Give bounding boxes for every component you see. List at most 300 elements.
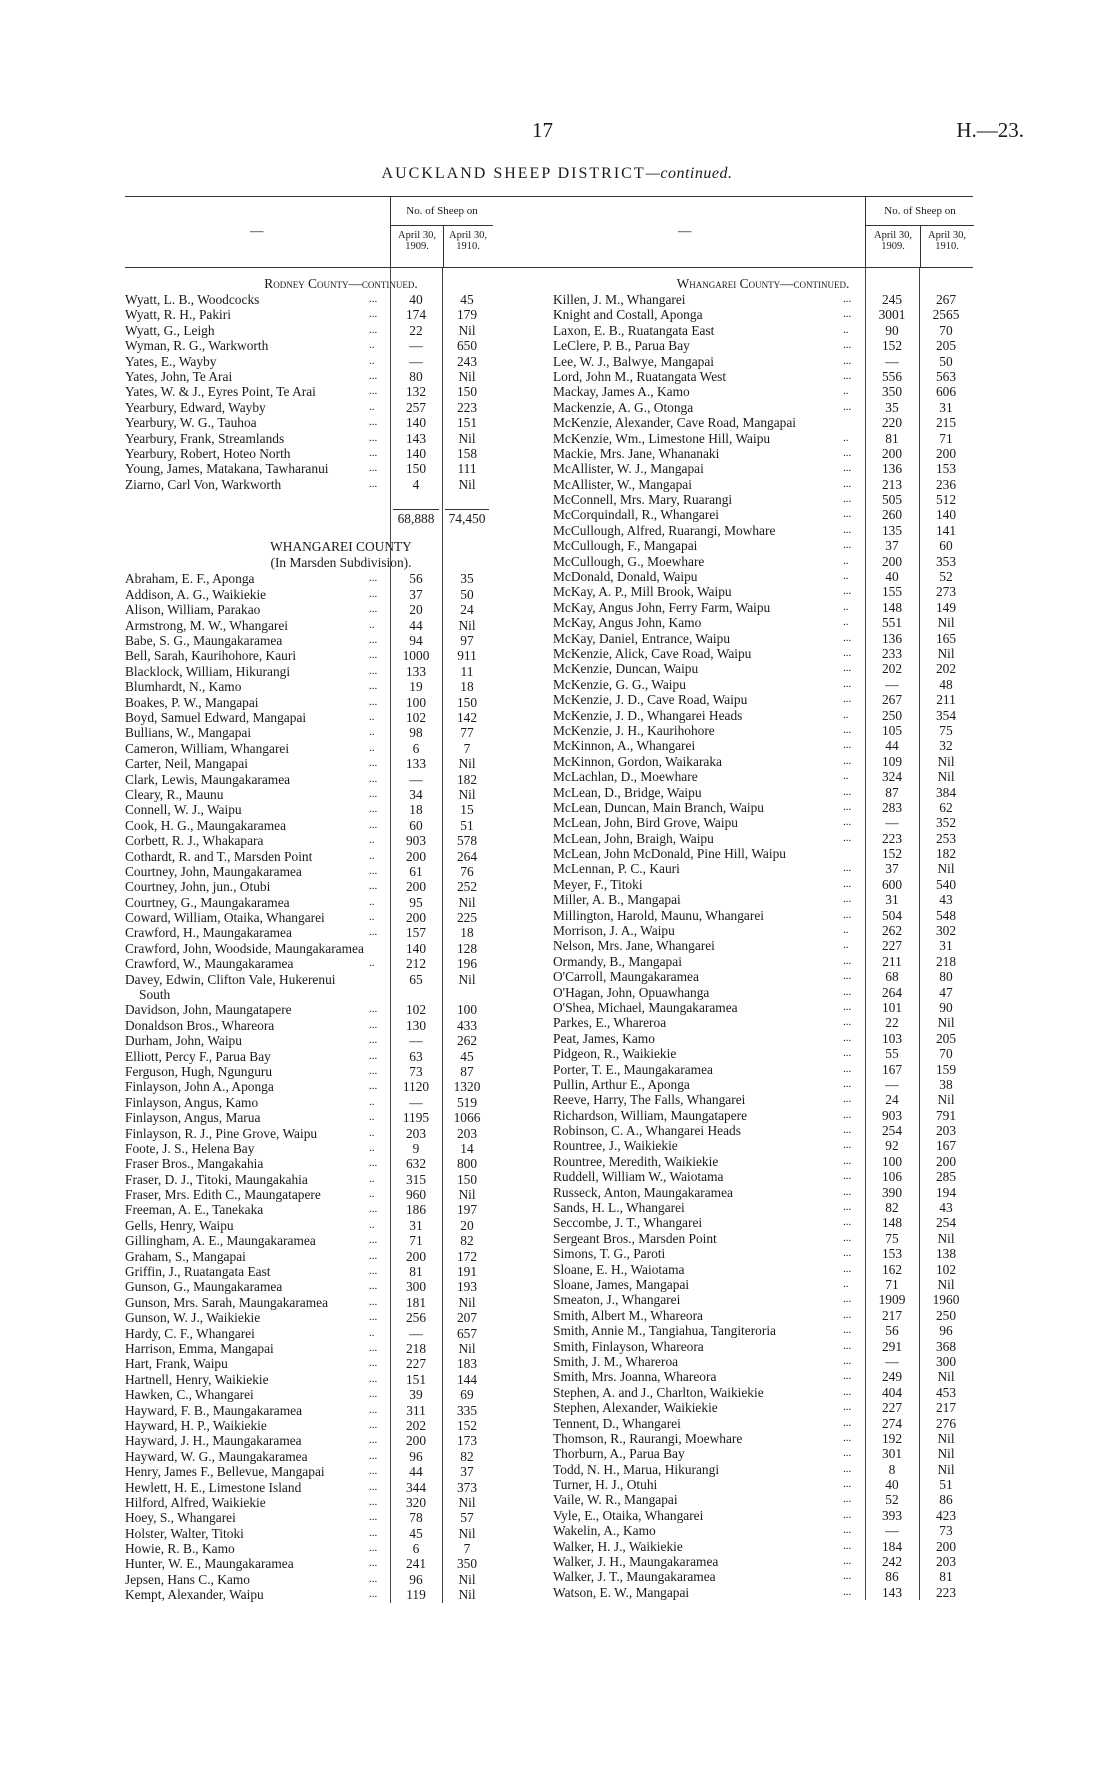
owner-name: McKenzie, J. D., Cave Road, Waipu bbox=[553, 692, 748, 708]
leader-dots: ... bbox=[369, 1265, 378, 1278]
sheep-count-1910: 606 bbox=[935, 384, 957, 400]
sheep-count-1909: 167 bbox=[881, 1061, 903, 1077]
leader-dots: ... bbox=[369, 1403, 378, 1416]
leader-dots: ... bbox=[843, 800, 852, 813]
sheep-count-1909: 61 bbox=[409, 863, 423, 879]
leader-dots: ... bbox=[843, 1493, 852, 1506]
owner-name: Porter, T. E., Maungakaramea bbox=[553, 1061, 713, 1077]
owner-name: McKenzie, J. H., Kaurihohore bbox=[553, 722, 715, 738]
sheep-count-1909: 211 bbox=[882, 953, 902, 969]
sheep-count-1909: 100 bbox=[881, 1153, 903, 1169]
owner-name: Cook, H. G., Maungakaramea bbox=[125, 817, 287, 833]
sheep-count-1910: Nil bbox=[937, 1015, 955, 1031]
sheep-count-1910: 433 bbox=[456, 1017, 478, 1033]
table-row bbox=[125, 323, 557, 338]
table-row bbox=[553, 1169, 973, 1184]
sheep-count-1909: 65 bbox=[409, 971, 423, 987]
sheep-count-1910: 200 bbox=[935, 1538, 957, 1554]
table-row bbox=[553, 631, 973, 646]
owner-name: Gunson, Mrs. Sarah, Maungakaramea bbox=[125, 1294, 329, 1310]
sheep-count-1909: 181 bbox=[405, 1294, 427, 1310]
leader-dots: ... bbox=[369, 1357, 378, 1370]
sheep-count-1910: 217 bbox=[935, 1400, 957, 1416]
table-row bbox=[553, 1308, 973, 1323]
owner-name: Hayward, H. P., Waikiekie bbox=[125, 1417, 267, 1433]
leader-dots: ... bbox=[843, 662, 852, 675]
leader-dots: ... bbox=[843, 723, 852, 736]
table-row bbox=[553, 954, 973, 969]
table-row bbox=[553, 923, 973, 938]
owner-name: McKinnon, Gordon, Waikaraka bbox=[553, 753, 722, 769]
owner-name: Miller, A. B., Mangapai bbox=[553, 892, 681, 908]
sheep-count-1909: 213 bbox=[881, 476, 903, 492]
leader-dots: ... bbox=[369, 1080, 378, 1093]
leader-dots: ... bbox=[369, 772, 378, 785]
sheep-count-1909: 233 bbox=[881, 645, 903, 661]
sheep-count-1909: 80 bbox=[409, 368, 423, 384]
leader-dots: .. bbox=[369, 911, 375, 924]
owner-name: Rountree, Meredith, Waikiekie bbox=[553, 1153, 719, 1169]
sheep-count-1909: 249 bbox=[881, 1369, 903, 1385]
leader-dots: ... bbox=[843, 523, 852, 536]
owner-name: McKenzie, Alick, Cave Road, Waipu bbox=[553, 645, 752, 661]
sheep-count-1910: 150 bbox=[456, 384, 478, 400]
owner-name: Alison, William, Parakao bbox=[125, 602, 261, 618]
leader-dots: ... bbox=[843, 693, 852, 706]
table-row bbox=[553, 1277, 973, 1292]
sheep-count-1910: 140 bbox=[935, 507, 957, 523]
leader-dots: ... bbox=[369, 572, 378, 585]
owner-name: Boyd, Samuel Edward, Mangapai bbox=[125, 709, 307, 725]
sheep-count-1909: 55 bbox=[885, 1046, 899, 1062]
owner-name: McCullough, G., Moewhare bbox=[553, 553, 705, 569]
table-row bbox=[125, 1279, 557, 1294]
sheep-count-1910: 96 bbox=[939, 1323, 953, 1339]
sheep-count-1909: 157 bbox=[405, 925, 427, 941]
sheep-count-1909: 960 bbox=[405, 1187, 427, 1203]
table-row bbox=[553, 338, 973, 353]
leader-dots: .. bbox=[369, 1218, 375, 1231]
sheep-count-1910: 193 bbox=[456, 1279, 478, 1295]
owner-name: Boakes, P. W., Mangapai bbox=[125, 694, 259, 710]
sheep-count-1909: 73 bbox=[409, 1063, 423, 1079]
leader-dots: .. bbox=[369, 1111, 375, 1124]
sheep-count-1910: 7 bbox=[463, 740, 471, 756]
leader-dots: ... bbox=[369, 787, 378, 800]
sheep-count-1909: 24 bbox=[885, 1092, 899, 1108]
leader-dots: .. bbox=[369, 339, 375, 352]
leader-dots: ... bbox=[843, 1401, 852, 1414]
owner-name: Corbett, R. J., Whakapara bbox=[125, 833, 264, 849]
sheep-count-1910: 223 bbox=[935, 1584, 957, 1600]
sheep-count-1910: 183 bbox=[456, 1356, 478, 1372]
owner-name: Mackenzie, A. G., Otonga bbox=[553, 399, 694, 415]
leader-dots: .. bbox=[369, 1326, 375, 1339]
right-column bbox=[553, 196, 973, 1600]
sheep-count-1909: 37 bbox=[409, 586, 423, 602]
table-row bbox=[125, 1449, 557, 1464]
leader-dots: ... bbox=[369, 1295, 378, 1308]
owner-name: Mackie, Mrs. Jane, Whananaki bbox=[553, 445, 720, 461]
table-row bbox=[553, 1000, 973, 1015]
table-row bbox=[125, 446, 557, 461]
table-row bbox=[125, 415, 557, 430]
sheep-count-1909: 105 bbox=[881, 722, 903, 738]
sheep-count-1910: 207 bbox=[456, 1310, 478, 1326]
owner-name: Wyatt, L. B., Woodcocks bbox=[125, 292, 260, 307]
table-row bbox=[125, 1464, 557, 1479]
sheep-count-1910: 80 bbox=[939, 969, 953, 985]
sheep-count-1910: Nil bbox=[458, 894, 476, 910]
sheep-count-1909: 404 bbox=[881, 1384, 903, 1400]
sheep-count-1910: 77 bbox=[460, 725, 474, 741]
sheep-count-1910: 167 bbox=[935, 1138, 957, 1154]
owner-name: Harrison, Emma, Mangapai bbox=[125, 1341, 274, 1356]
sheep-count-1909: 31 bbox=[885, 892, 899, 908]
sheep-count-1909: 109 bbox=[881, 753, 903, 769]
table-row bbox=[553, 908, 973, 923]
owner-name: O'Hagan, John, Opuawhanga bbox=[553, 984, 710, 1000]
owner-name: Sloane, James, Mangapai bbox=[553, 1277, 690, 1292]
table-row bbox=[125, 864, 557, 879]
sheep-count-1909: 200 bbox=[881, 553, 903, 569]
sheep-count-1910: 15 bbox=[460, 802, 474, 818]
owner-name: Fraser, D. J., Titoki, Maungakahia bbox=[125, 1171, 308, 1187]
owner-name: Pidgeon, R., Waikiekie bbox=[553, 1046, 677, 1062]
owner-name: Smeaton, J., Whangarei bbox=[553, 1292, 681, 1308]
leader-dots: ... bbox=[369, 416, 378, 429]
sheep-count-1910: 197 bbox=[456, 1202, 478, 1218]
owner-name: Hunter, W. E., Maungakaramea bbox=[125, 1556, 294, 1572]
header-col-1910: April 30, 1910. bbox=[449, 230, 487, 252]
table-row bbox=[553, 400, 973, 415]
sheep-count-1910: 102 bbox=[935, 1261, 957, 1277]
sheep-count-1910: 144 bbox=[456, 1371, 478, 1387]
owner-name: Gells, Henry, Waipu bbox=[125, 1217, 234, 1233]
section-heading-whangarei: WHANGAREI COUNTY bbox=[270, 539, 412, 555]
sheep-count-1909: 19 bbox=[409, 679, 423, 695]
sheep-count-1909: 1000 bbox=[402, 648, 430, 664]
leader-dots: ... bbox=[369, 649, 378, 662]
sheep-count-1909: 241 bbox=[405, 1556, 427, 1572]
leader-dots: ... bbox=[369, 864, 378, 877]
sheep-count-1910: 911 bbox=[457, 648, 477, 664]
sheep-count-1909: 291 bbox=[881, 1338, 903, 1354]
sheep-count-1910: 253 bbox=[935, 830, 957, 846]
table-row bbox=[553, 600, 973, 615]
page-title bbox=[0, 165, 1114, 183]
table-row bbox=[125, 602, 557, 617]
sheep-count-1909: 218 bbox=[405, 1341, 427, 1356]
sheep-count-1909: 186 bbox=[405, 1202, 427, 1218]
leader-dots: ... bbox=[843, 785, 852, 798]
sheep-count-1910: 453 bbox=[935, 1384, 957, 1400]
leader-dots: ... bbox=[369, 1342, 378, 1354]
header-dash: — bbox=[678, 223, 692, 238]
owner-name: McKenzie, Alexander, Cave Road, Mangapai bbox=[553, 415, 797, 431]
sheep-count-1910: 285 bbox=[935, 1169, 957, 1185]
leader-dots: ... bbox=[843, 1324, 852, 1337]
leader-dots: ... bbox=[843, 646, 852, 659]
sheep-count-1910: 254 bbox=[935, 1215, 957, 1231]
sheep-count-1910: Nil bbox=[458, 1494, 476, 1510]
sheep-count-1910: 172 bbox=[456, 1248, 478, 1264]
owner-name: Yearbury, Edward, Wayby bbox=[125, 399, 266, 415]
sheep-count-1910: Nil bbox=[937, 1369, 955, 1385]
table-row bbox=[125, 1110, 557, 1125]
sheep-count-1909: 1120 bbox=[402, 1079, 430, 1095]
sheep-count-1910: 200 bbox=[935, 1153, 957, 1169]
owner-name: Cameron, William, Whangarei bbox=[125, 740, 290, 756]
sheep-count-1909: 227 bbox=[881, 938, 903, 954]
leader-dots: ... bbox=[843, 1216, 852, 1229]
owner-name: Mackay, James A., Kamo bbox=[553, 384, 690, 400]
leader-dots: ... bbox=[369, 385, 378, 398]
table-row bbox=[553, 938, 973, 953]
sheep-count-1910: Nil bbox=[458, 1571, 476, 1587]
sheep-count-1910: 215 bbox=[935, 415, 957, 431]
table-row bbox=[125, 1433, 557, 1448]
leader-dots: ... bbox=[843, 954, 852, 967]
sheep-count-1910: 657 bbox=[456, 1325, 478, 1341]
table-row bbox=[553, 523, 973, 538]
sheep-count-1910: 14 bbox=[460, 1140, 474, 1156]
sheep-count-1910: Nil bbox=[937, 1446, 955, 1462]
owner-name: Bell, Sarah, Kaurihohore, Kauri bbox=[125, 648, 297, 664]
leader-dots: ... bbox=[843, 1201, 852, 1214]
sheep-count-1910: Nil bbox=[458, 1587, 476, 1603]
owner-name: McAllister, W. J., Mangapai bbox=[553, 461, 704, 477]
owner-name: Walker, J. T., Maungakaramea bbox=[553, 1569, 716, 1585]
owner-name: South bbox=[139, 987, 171, 1003]
leader-dots: ... bbox=[843, 831, 852, 844]
sheep-count-1909: 1909 bbox=[878, 1292, 906, 1308]
table-row bbox=[553, 785, 973, 800]
leader-dots: .. bbox=[843, 600, 849, 613]
leader-dots: ... bbox=[369, 1588, 378, 1601]
owner-name: Davey, Edwin, Clifton Vale, Hukerenui bbox=[125, 971, 336, 987]
table-row bbox=[125, 1310, 557, 1325]
table-row bbox=[553, 1477, 973, 1492]
table-row bbox=[553, 892, 973, 907]
table-row bbox=[553, 800, 973, 815]
leader-dots: .. bbox=[843, 924, 849, 937]
table-row bbox=[125, 400, 557, 415]
sheep-count-1909: 600 bbox=[881, 876, 903, 892]
leader-dots: .. bbox=[369, 618, 375, 631]
table-row bbox=[125, 1249, 557, 1264]
sheep-count-1909: 71 bbox=[409, 1233, 423, 1249]
right-table-header bbox=[553, 196, 973, 268]
leader-dots: ... bbox=[369, 880, 378, 893]
owner-name: Hartnell, Henry, Waikiekie bbox=[125, 1371, 269, 1387]
table-row bbox=[553, 1400, 973, 1415]
leader-dots: ... bbox=[843, 1431, 852, 1444]
sheep-count-1909: 212 bbox=[405, 956, 427, 972]
sheep-count-1909: 903 bbox=[405, 833, 427, 849]
leader-dots: ... bbox=[369, 1249, 378, 1262]
sheep-count-1909: 162 bbox=[881, 1261, 903, 1277]
table-row bbox=[553, 538, 973, 553]
sheep-count-1909: 102 bbox=[405, 1002, 427, 1018]
sheep-count-1909: 90 bbox=[885, 322, 899, 338]
sheep-count-1910: 43 bbox=[939, 1200, 953, 1216]
sheep-count-1910: 353 bbox=[935, 553, 957, 569]
leader-dots: ... bbox=[843, 1308, 852, 1321]
sheep-count-1910: 149 bbox=[935, 599, 957, 615]
title-suffix: —continued. bbox=[645, 165, 733, 182]
sheep-count-1910: 350 bbox=[456, 1556, 478, 1572]
leader-dots: .. bbox=[843, 1278, 849, 1290]
table-row bbox=[553, 1246, 973, 1261]
sheep-count-1909: 150 bbox=[405, 461, 427, 477]
table-row bbox=[553, 415, 973, 430]
owner-name: Hart, Frank, Waipu bbox=[125, 1356, 228, 1372]
sheep-count-1909: 504 bbox=[881, 907, 903, 923]
sheep-count-1910: 45 bbox=[460, 1048, 474, 1064]
table-row bbox=[125, 618, 557, 633]
owner-name: McLean, Duncan, Main Branch, Waipu bbox=[553, 799, 764, 815]
table-row bbox=[553, 646, 973, 661]
leader-dots: ... bbox=[369, 1449, 378, 1462]
owner-name: McCullough, Alfred, Ruarangi, Mowhare bbox=[553, 522, 776, 538]
table-row bbox=[553, 1123, 973, 1138]
leader-dots: ... bbox=[843, 1185, 852, 1198]
sheep-count-1910: 73 bbox=[939, 1523, 953, 1539]
leader-dots: .. bbox=[843, 770, 849, 783]
sheep-count-1910: 250 bbox=[935, 1307, 957, 1323]
leader-dots: .. bbox=[843, 939, 849, 952]
sheep-count-1910: 70 bbox=[939, 322, 953, 338]
owner-name: Jepsen, Hans C., Kamo bbox=[125, 1571, 250, 1587]
table-row bbox=[125, 1218, 557, 1233]
table-row bbox=[125, 1556, 557, 1571]
leader-dots: .. bbox=[369, 354, 375, 367]
sheep-count-1910: 302 bbox=[935, 923, 957, 939]
sheep-count-1909: 63 bbox=[409, 1048, 423, 1064]
sheep-count-1910: Nil bbox=[937, 615, 955, 631]
table-row bbox=[125, 1326, 557, 1341]
sheep-count-1910: Nil bbox=[458, 476, 476, 492]
sheep-count-1909: 140 bbox=[405, 415, 427, 431]
sheep-count-1909: 227 bbox=[881, 1400, 903, 1416]
leader-dots: ... bbox=[843, 1524, 852, 1537]
sheep-count-1910: 48 bbox=[939, 676, 953, 692]
table-row bbox=[553, 677, 973, 692]
leader-dots: .. bbox=[843, 554, 849, 567]
sheep-count-1909: 260 bbox=[881, 507, 903, 523]
header-col-1909: April 30, 1909. bbox=[874, 230, 912, 252]
sheep-count-1910: 202 bbox=[935, 661, 957, 677]
leader-dots: ... bbox=[843, 877, 852, 890]
table-row bbox=[125, 756, 557, 771]
sheep-count-1909: 200 bbox=[405, 879, 427, 895]
sheep-count-1909: 551 bbox=[881, 615, 903, 631]
leader-dots: ... bbox=[843, 1016, 852, 1029]
owner-name: Fraser, Mrs. Edith C., Maungatapere bbox=[125, 1187, 321, 1203]
owner-name: Freeman, A. E., Tanekaka bbox=[125, 1202, 264, 1218]
owner-name: Watson, E. W., Mangapai bbox=[553, 1584, 690, 1600]
sheep-count-1909: 39 bbox=[409, 1387, 423, 1403]
sheep-count-1910: 150 bbox=[456, 1171, 478, 1187]
owner-name: Crawford, W., Maungakaramea bbox=[125, 956, 294, 972]
owner-name: McConnell, Mrs. Mary, Ruarangi bbox=[553, 492, 733, 508]
sheep-count-1910: 138 bbox=[935, 1246, 957, 1262]
sheep-count-1909: — bbox=[885, 676, 899, 692]
table-row bbox=[125, 987, 557, 1002]
leader-dots: ... bbox=[843, 354, 852, 367]
owner-name: Parkes, E., Whareroa bbox=[553, 1015, 667, 1031]
table-row bbox=[125, 1510, 557, 1525]
left-column bbox=[125, 196, 557, 1603]
table-row bbox=[125, 879, 557, 894]
sheep-count-1910: Nil bbox=[458, 617, 476, 633]
sheep-count-1910: 252 bbox=[456, 879, 478, 895]
owner-name: Addison, A. G., Waikiekie bbox=[125, 586, 267, 602]
owner-name: Hardy, C. F., Whangarei bbox=[125, 1325, 255, 1341]
leader-dots: ... bbox=[843, 1108, 852, 1121]
owner-name: Blumhardt, N., Kamo bbox=[125, 679, 242, 695]
leader-dots: ... bbox=[843, 816, 852, 829]
title-text: AUCKLAND SHEEP DISTRICT bbox=[381, 165, 646, 182]
sheep-count-1909: 60 bbox=[409, 817, 423, 833]
sheep-count-1910: 200 bbox=[935, 445, 957, 461]
sheep-count-1910: 62 bbox=[939, 799, 953, 815]
owner-name: Blacklock, William, Hikurangi bbox=[125, 663, 291, 679]
owner-name: Gillingham, A. E., Maungakaramea bbox=[125, 1233, 316, 1249]
sheep-count-1910: 31 bbox=[939, 399, 953, 415]
sheep-count-1909: — bbox=[409, 338, 423, 354]
sheep-count-1910: Nil bbox=[937, 1430, 955, 1446]
sheep-count-1909: 92 bbox=[885, 1138, 899, 1154]
sheep-count-1910: 173 bbox=[456, 1433, 478, 1449]
leader-dots: ... bbox=[843, 677, 852, 690]
owner-name: Walker, J. H., Maungakaramea bbox=[553, 1554, 719, 1570]
table-row bbox=[553, 769, 973, 784]
table-row bbox=[125, 695, 557, 710]
leader-dots: .. bbox=[369, 741, 375, 754]
table-row bbox=[553, 723, 973, 738]
sheep-count-1909: 148 bbox=[881, 599, 903, 615]
leader-dots: ... bbox=[843, 908, 852, 921]
owner-name: Walker, H. J., Waikiekie bbox=[553, 1538, 683, 1554]
owner-name: Courtney, G., Maungakaramea bbox=[125, 894, 290, 910]
table-row bbox=[553, 1185, 973, 1200]
table-row bbox=[553, 1231, 973, 1246]
sheep-count-1910: 52 bbox=[939, 569, 953, 585]
sheep-count-1909: 301 bbox=[881, 1446, 903, 1462]
sheep-count-1909: 102 bbox=[405, 709, 427, 725]
sheep-count-1910: 2565 bbox=[932, 307, 960, 323]
leader-dots: ... bbox=[843, 1077, 852, 1090]
table-row bbox=[553, 1446, 973, 1461]
sheep-count-1909: 227 bbox=[405, 1356, 427, 1372]
owner-name: Babe, S. G., Maungakaramea bbox=[125, 633, 283, 649]
section-heading-whangarei-continued: Whangarei County—continued. bbox=[676, 276, 850, 291]
sheep-count-1910: 1960 bbox=[932, 1292, 960, 1308]
owner-name: Cleary, R., Maunu bbox=[125, 786, 224, 802]
sheep-count-1910: 50 bbox=[460, 586, 474, 602]
table-row bbox=[553, 1339, 973, 1354]
owner-name: Bullians, W., Mangapai bbox=[125, 725, 252, 741]
table-row bbox=[553, 554, 973, 569]
owner-name: Courtney, John, Maungakaramea bbox=[125, 863, 302, 879]
sheep-count-1910: 203 bbox=[935, 1123, 957, 1139]
leader-dots: ... bbox=[369, 1418, 378, 1431]
owner-name: McLean, D., Bridge, Waipu bbox=[553, 784, 702, 800]
sheep-count-1909: 254 bbox=[881, 1123, 903, 1139]
sheep-count-1909: 96 bbox=[409, 1448, 423, 1464]
